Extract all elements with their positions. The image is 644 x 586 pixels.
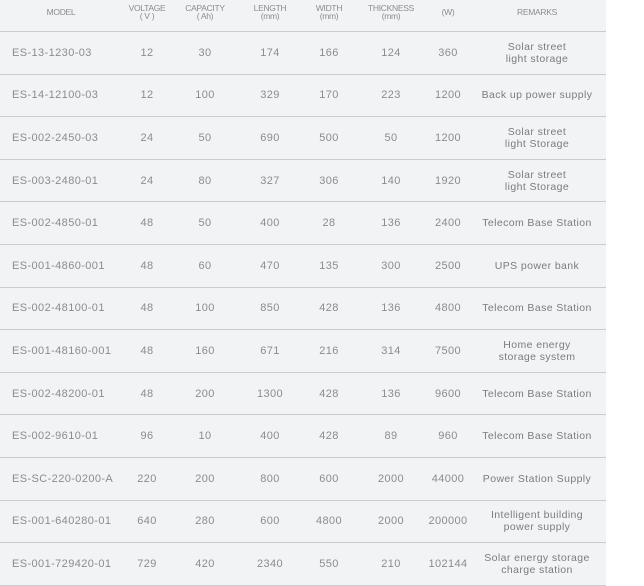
cell-remarks: Home energy storage system bbox=[498, 338, 576, 363]
cell-power: 200000 bbox=[428, 515, 468, 528]
cell-length: 671 bbox=[260, 344, 280, 357]
header-label: REMARKS bbox=[517, 7, 557, 17]
cell-capacity: 60 bbox=[198, 259, 212, 272]
cell-model: ES-002-48200-01 bbox=[12, 387, 105, 400]
cell-model: ES-SC-220-0200-A bbox=[12, 472, 114, 485]
cell-thickness: 136 bbox=[381, 387, 401, 400]
cell-remarks: UPS power bank bbox=[494, 259, 580, 272]
cell-voltage: 48 bbox=[140, 302, 154, 315]
cell-thickness: 124 bbox=[381, 46, 401, 59]
cell-model: ES-003-2480-01 bbox=[12, 174, 99, 187]
table-row bbox=[0, 501, 606, 544]
cell-voltage: 12 bbox=[140, 46, 154, 59]
cell-capacity: 280 bbox=[195, 515, 215, 528]
cell-width: 216 bbox=[319, 344, 339, 357]
table-row bbox=[0, 117, 606, 160]
cell-remarks: Power Station Supply bbox=[482, 472, 592, 485]
cell-power: 960 bbox=[438, 430, 458, 443]
header-unit: (mm) bbox=[260, 11, 280, 21]
cell-width: 428 bbox=[319, 387, 339, 400]
cell-length: 600 bbox=[260, 515, 280, 528]
cell-model: ES-002-2450-03 bbox=[12, 131, 99, 144]
cell-voltage: 729 bbox=[137, 557, 157, 570]
cell-thickness: 210 bbox=[381, 557, 401, 570]
cell-remarks: Solar street light storage bbox=[505, 40, 569, 65]
cell-width: 170 bbox=[319, 89, 339, 102]
cell-thickness: 89 bbox=[384, 430, 398, 443]
header-thickness bbox=[356, 4, 426, 20]
cell-thickness: 300 bbox=[381, 259, 401, 272]
table-row bbox=[0, 202, 606, 245]
cell-voltage: 48 bbox=[140, 344, 154, 357]
cell-remarks: Solar street light Storage bbox=[504, 125, 570, 150]
cell-width: 166 bbox=[319, 46, 339, 59]
cell-remarks: Telecom Base Station bbox=[482, 387, 592, 400]
cell-thickness: 223 bbox=[381, 89, 401, 102]
header-length bbox=[238, 4, 302, 20]
cell-width: 500 bbox=[319, 131, 339, 144]
cell-model: ES-002-4850-01 bbox=[12, 217, 99, 230]
cell-model: ES-13-1230-03 bbox=[12, 46, 92, 59]
cell-capacity: 50 bbox=[198, 131, 212, 144]
header-unit: ( Ah) bbox=[196, 11, 214, 21]
cell-remarks: Back up power supply bbox=[481, 89, 593, 102]
cell-capacity: 10 bbox=[198, 430, 212, 443]
cell-length: 470 bbox=[260, 259, 280, 272]
cell-voltage: 48 bbox=[140, 387, 154, 400]
header-unit: (mm) bbox=[381, 11, 401, 21]
header-label: LENGTH bbox=[253, 3, 287, 13]
cell-power: 1200 bbox=[434, 131, 462, 144]
cell-voltage: 12 bbox=[140, 89, 154, 102]
table-row bbox=[0, 543, 606, 586]
cell-model: ES-001-729420-01 bbox=[12, 557, 112, 570]
cell-remarks: Solar energy storage charge station bbox=[484, 551, 590, 576]
header-label: VOLTAGE bbox=[128, 3, 166, 13]
cell-thickness: 50 bbox=[384, 131, 398, 144]
cell-length: 1300 bbox=[256, 387, 284, 400]
table-header bbox=[0, 0, 606, 32]
cell-length: 174 bbox=[260, 46, 280, 59]
cell-capacity: 420 bbox=[195, 557, 215, 570]
header-unit: ( V ) bbox=[139, 11, 155, 21]
cell-remarks: Telecom Base Station bbox=[482, 217, 592, 230]
cell-thickness: 140 bbox=[381, 174, 401, 187]
cell-voltage: 640 bbox=[137, 515, 157, 528]
cell-length: 850 bbox=[260, 302, 280, 315]
table-row bbox=[0, 458, 606, 501]
cell-power: 44000 bbox=[431, 472, 465, 485]
cell-capacity: 200 bbox=[195, 387, 215, 400]
cell-model: ES-001-640280-01 bbox=[12, 515, 112, 528]
table-row bbox=[0, 32, 606, 75]
cell-power: 102144 bbox=[428, 557, 468, 570]
table-body bbox=[0, 32, 606, 586]
table-row bbox=[0, 245, 606, 288]
cell-thickness: 136 bbox=[381, 302, 401, 315]
cell-length: 690 bbox=[260, 131, 280, 144]
table-row bbox=[0, 288, 606, 331]
cell-capacity: 30 bbox=[198, 46, 212, 59]
table-row bbox=[0, 415, 606, 458]
header-remarks bbox=[470, 4, 604, 16]
cell-capacity: 160 bbox=[195, 344, 215, 357]
cell-length: 800 bbox=[260, 472, 280, 485]
cell-length: 400 bbox=[260, 217, 280, 230]
cell-width: 600 bbox=[319, 472, 339, 485]
header-width bbox=[302, 4, 356, 20]
table-row bbox=[0, 330, 606, 373]
cell-width: 135 bbox=[319, 259, 339, 272]
cell-thickness: 314 bbox=[381, 344, 401, 357]
cell-remarks: Telecom Base Station bbox=[482, 430, 592, 443]
header-label: CAPACITY bbox=[185, 3, 225, 13]
cell-width: 306 bbox=[319, 174, 339, 187]
cell-model: ES-001-4860-001 bbox=[12, 259, 105, 272]
header-capacity bbox=[172, 4, 238, 20]
cell-width: 428 bbox=[319, 430, 339, 443]
cell-capacity: 100 bbox=[195, 302, 215, 315]
cell-width: 4800 bbox=[315, 515, 343, 528]
cell-power: 9600 bbox=[434, 387, 462, 400]
header-label: (W) bbox=[441, 7, 455, 17]
cell-width: 28 bbox=[322, 217, 336, 230]
table-row bbox=[0, 160, 606, 203]
cell-capacity: 50 bbox=[198, 217, 212, 230]
table-row bbox=[0, 75, 606, 118]
header-power bbox=[426, 4, 470, 16]
cell-power: 2500 bbox=[434, 259, 462, 272]
cell-thickness: 136 bbox=[381, 217, 401, 230]
cell-voltage: 96 bbox=[140, 430, 154, 443]
cell-power: 360 bbox=[438, 46, 458, 59]
header-label: THICKNESS bbox=[368, 3, 414, 13]
cell-remarks: Telecom Base Station bbox=[482, 302, 592, 315]
header-model bbox=[0, 4, 122, 16]
cell-capacity: 200 bbox=[195, 472, 215, 485]
cell-capacity: 100 bbox=[195, 89, 215, 102]
header-unit: (mm) bbox=[319, 11, 339, 21]
cell-length: 2340 bbox=[256, 557, 284, 570]
cell-power: 1920 bbox=[434, 174, 462, 187]
cell-width: 550 bbox=[319, 557, 339, 570]
cell-remarks: Intelligent building power supply bbox=[490, 509, 584, 534]
cell-thickness: 2000 bbox=[377, 472, 405, 485]
cell-length: 400 bbox=[260, 430, 280, 443]
cell-voltage: 220 bbox=[137, 472, 157, 485]
cell-voltage: 24 bbox=[140, 131, 154, 144]
header-label: WIDTH bbox=[315, 3, 343, 13]
cell-length: 327 bbox=[260, 174, 280, 187]
cell-remarks: Solar street light Storage bbox=[504, 168, 570, 193]
table-row bbox=[0, 373, 606, 416]
cell-model: ES-002-48100-01 bbox=[12, 302, 105, 315]
cell-voltage: 24 bbox=[140, 174, 154, 187]
cell-power: 4800 bbox=[434, 302, 462, 315]
cell-model: ES-001-48160-001 bbox=[12, 344, 112, 357]
cell-thickness: 2000 bbox=[377, 515, 405, 528]
cell-capacity: 80 bbox=[198, 174, 212, 187]
cell-power: 1200 bbox=[434, 89, 462, 102]
cell-voltage: 48 bbox=[140, 259, 154, 272]
cell-power: 7500 bbox=[434, 344, 462, 357]
cell-voltage: 48 bbox=[140, 217, 154, 230]
cell-model: ES-002-9610-01 bbox=[12, 430, 99, 443]
cell-width: 428 bbox=[319, 302, 339, 315]
header-voltage bbox=[122, 4, 172, 20]
cell-length: 329 bbox=[260, 89, 280, 102]
cell-model: ES-14-12100-03 bbox=[12, 89, 99, 102]
header-label: MODEL bbox=[46, 7, 76, 17]
cell-power: 2400 bbox=[434, 217, 462, 230]
